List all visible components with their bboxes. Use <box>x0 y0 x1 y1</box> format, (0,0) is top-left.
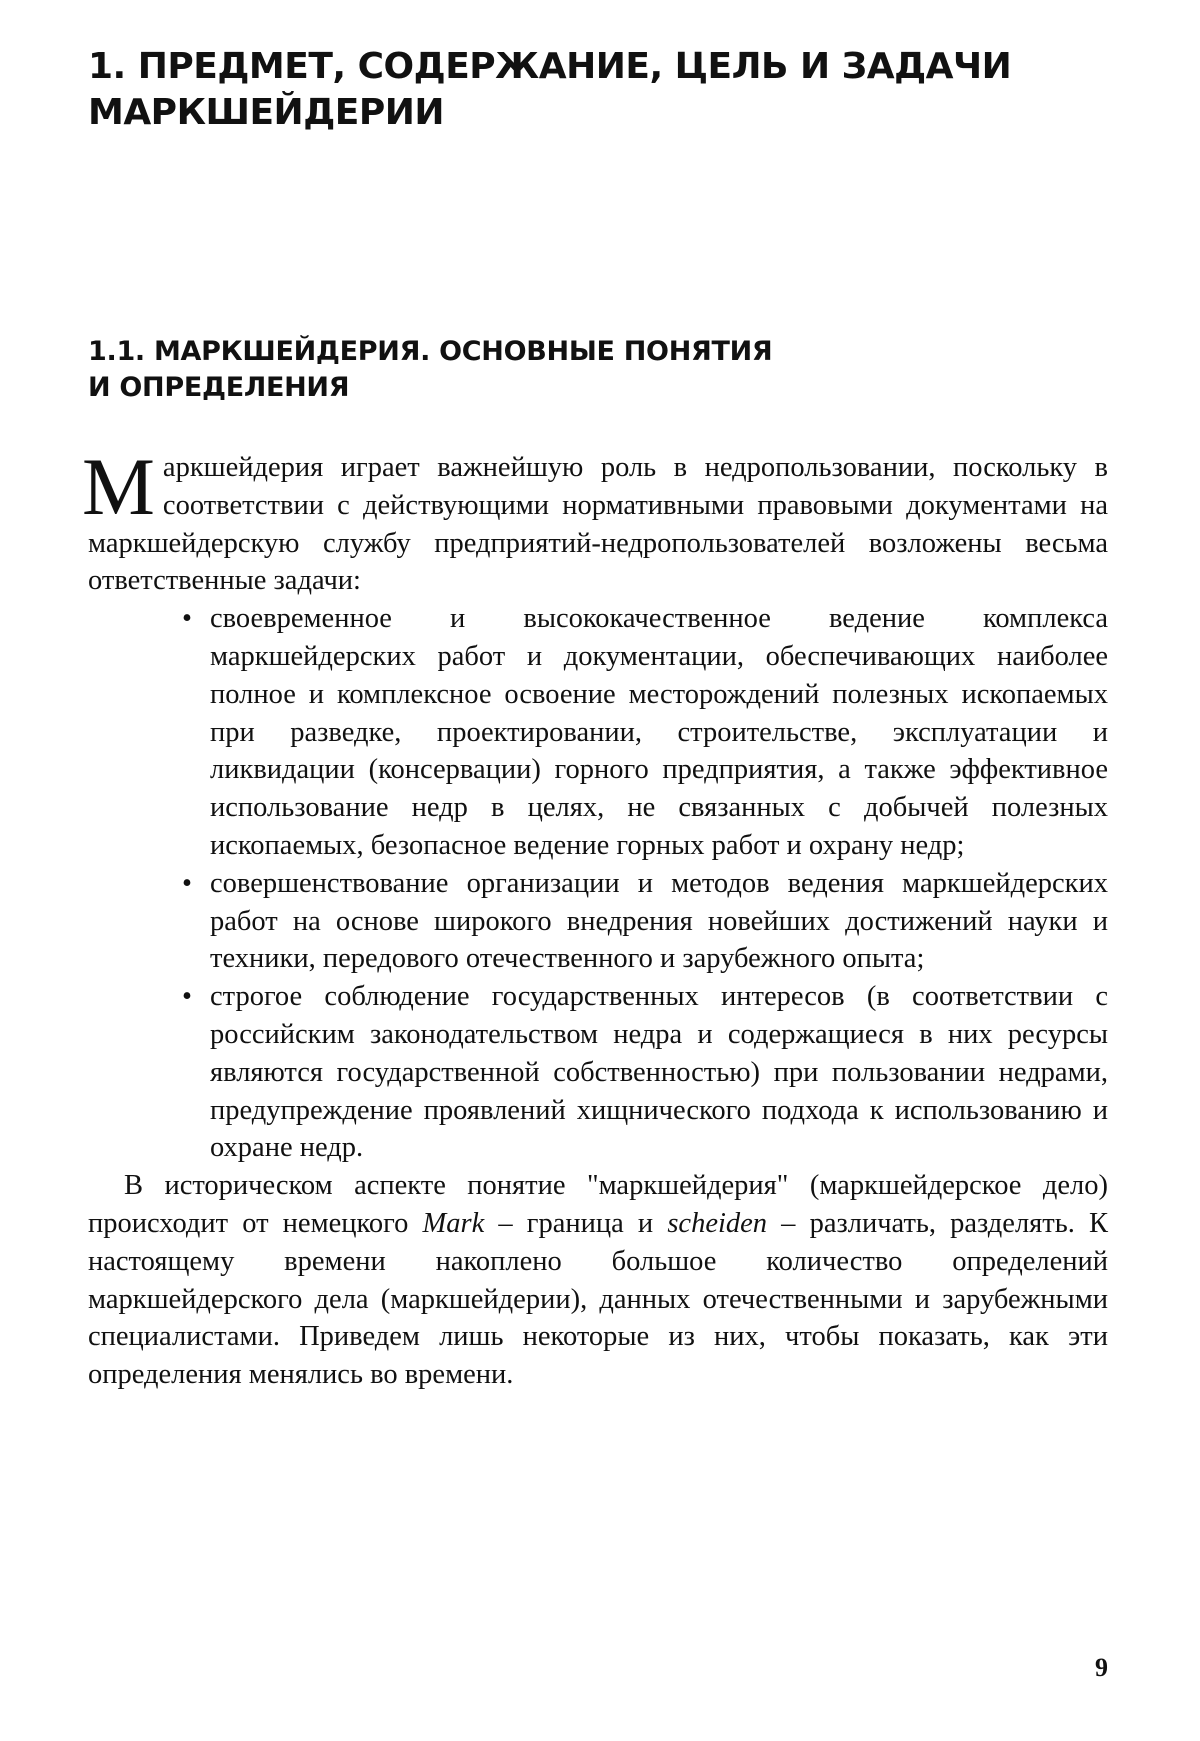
bullet-icon: • <box>182 603 192 635</box>
list-item-text: своевременное и высококачественное ведение комплекса маркшейдерских работ и документации, обеспечивающих наиболее полное и комплексное освоение месторождений полезных ископаемых при разведке, проектировании, строительстве, эксплуатации и ликвидации (консервации) горного предприятия, а также эффективное использование недр в целях, не связанных с добычей полезных ископаемых, безопасное ведение горных работ и охрану недр; <box>210 603 1108 861</box>
history-text-part3: – различать, разделять. К настоящему времени накоплено большое количество определений маркшейдерского дела (маркшейдерии), данных отечественными и зарубежными специалистами. Приведем лишь некоторые из них, чтобы показать, как эти определения менялись во времени. <box>88 1207 1109 1391</box>
section-title-line2: И ОПРЕДЕЛЕНИЯ <box>88 372 350 403</box>
history-paragraph <box>88 1167 1108 1394</box>
page-content <box>82 44 1109 1391</box>
drop-cap: М <box>82 441 155 532</box>
list-item-text: совершенствование организации и методов ведения маркшейдерских работ на основе широкого внедрения новейших достижений науки и техники, передового отечественного и зарубежного опыта; <box>210 867 1108 975</box>
term-mark: Mark <box>422 1207 485 1239</box>
bullet-icon: • <box>182 867 192 899</box>
list-item <box>182 865 1108 978</box>
history-text-part2: – граница и <box>484 1207 668 1239</box>
section-title-line1: 1.1. МАРКШЕЙДЕРИЯ. ОСНОВНЫЕ ПОНЯТИЯ <box>88 336 773 367</box>
page-number: 9 <box>1095 1653 1108 1682</box>
list-item <box>182 978 1108 1167</box>
task-list <box>88 600 1108 1167</box>
term-scheiden: scheiden <box>667 1207 768 1239</box>
list-item-text: строгое соблюдение государственных интересов (в соответствии с российским законодательством недра и содержащиеся в них ресурсы являются государственной собственностью) при пользовании недрами, предупреждение проявлений хищнического подхода к использованию и охране недр. <box>210 981 1108 1164</box>
bullet-icon: • <box>182 981 192 1013</box>
chapter-title: 1. ПРЕДМЕТ, СОДЕРЖАНИЕ, ЦЕЛЬ И ЗАДАЧИ МАРКШЕЙДЕРИИ <box>88 46 1012 133</box>
list-item <box>182 600 1108 865</box>
intro-paragraph <box>82 441 1108 600</box>
history-text-part1: В историческом аспекте понятие "маркшейдерия" (маркшейдерское дело) происходит от немецкого <box>88 1170 1108 1239</box>
intro-text: аркшейдерия играет важнейшую роль в недропользовании, поскольку в соответствии с действующими нормативными правовыми документами на маркшейдерскую службу предприятий-недропользователей возложены весьма ответственные задачи: <box>88 452 1108 597</box>
body-text <box>82 441 1109 1394</box>
section-title <box>88 334 1108 406</box>
